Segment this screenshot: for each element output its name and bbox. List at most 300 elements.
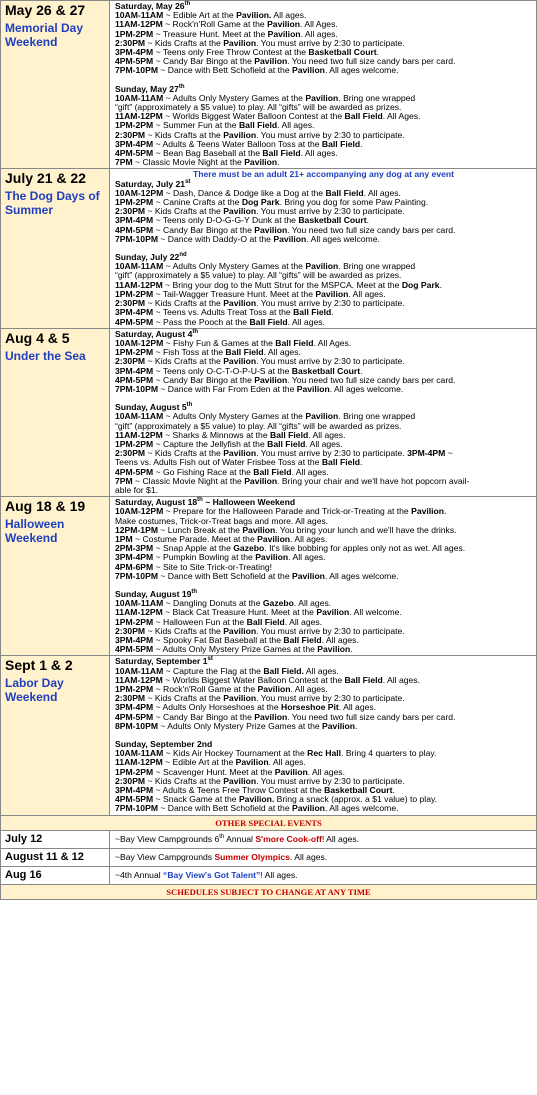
event-emphasis: Pavilion (223, 129, 257, 140)
event-line (115, 318, 532, 327)
event-emphasis: Basketball Court (324, 785, 393, 796)
event-emphasis: Ball Field (246, 616, 285, 627)
event-text: . You must arrive by 2:30 to participate. (256, 775, 405, 786)
event-line (115, 645, 532, 654)
event-emphasis: Ball Field (225, 347, 264, 358)
weekend-schedule-cell (110, 1, 537, 169)
day-heading-suffix: ~ Halloween Weekend (202, 497, 296, 508)
event-highlight: Summer Olympics (214, 851, 290, 862)
event-line (115, 722, 532, 731)
event-text: . All ages. (289, 851, 328, 862)
day-heading-ordinal: th (197, 497, 203, 504)
event-emphasis: Ball Field (344, 111, 383, 122)
event-text: ~ Classic Movie Night at the (132, 475, 245, 486)
event-emphasis: 4PM-5PM (115, 224, 154, 235)
event-text: . All ages. (290, 684, 328, 695)
event-text: ~ Candy Bar Bingo at the (153, 711, 255, 722)
event-emphasis: 7PM-10PM (115, 803, 158, 814)
event-text: . You need two full size candy bars per card. (287, 56, 456, 67)
other-events-band-row (1, 815, 537, 830)
event-text: . All ages. (268, 757, 306, 768)
event-emphasis: Pavilion (223, 298, 257, 309)
event-line (115, 804, 532, 813)
event-emphasis: 10AM-11AM (115, 261, 164, 272)
event-text: “gift” (approximately a $5 value) to play. All “gifts” will be awarded as prizes. (115, 420, 402, 431)
event-emphasis: Pavilion (305, 261, 339, 272)
event-text: ~ Treasure Hunt. Meet at the (153, 28, 268, 39)
event-emphasis: 4PM-5PM (115, 711, 154, 722)
event-text: . All ages. (307, 766, 345, 777)
event-text: . (331, 307, 334, 318)
weekend-date-range: July 21 & 22 (5, 170, 86, 187)
event-emphasis: 1PM-2PM (115, 766, 154, 777)
event-text: ~ Fish Toss at the (153, 347, 226, 358)
event-text: ~ Adults Only Mystery Prize Games at the (157, 720, 323, 731)
event-text: ~ Adults Only Mystery Games at the (163, 92, 306, 103)
event-text: . All ages. (363, 187, 401, 198)
special-event-date: August 11 & 12 (1, 848, 110, 866)
event-text: . All Ages. (382, 111, 421, 122)
event-text: Bring a snack (approx. a $1 value) to play. (274, 794, 438, 805)
event-text: Make costumes, Trick-or-Treat bags and more. All ages. (115, 515, 329, 526)
event-text: ~ Snack Game at the (153, 794, 239, 805)
event-text: ~ Kids Air Hockey Tournament at the (163, 748, 308, 759)
event-text: ~Bay View Campgrounds (115, 851, 215, 862)
event-text: ~ Costume Parade. Meet at the (132, 533, 258, 544)
event-text: . (360, 138, 363, 149)
special-event-description (110, 866, 537, 884)
event-emphasis: Pavilion (291, 65, 325, 76)
event-emphasis: 3PM-4PM (115, 365, 154, 376)
event-text: ~ Pumpkin Bowling at the (153, 552, 256, 563)
event-text: All ages. (271, 10, 307, 21)
other-events-title: OTHER SPECIAL EVENTS (1, 815, 537, 830)
event-text: ~ Dangling Donuts at the (163, 598, 263, 609)
footer-section (1, 884, 537, 899)
event-text: ~ Teens vs. Adults Treat Toss at the (153, 307, 294, 318)
event-emphasis: Pavilion (223, 625, 257, 636)
event-text: ~ Dance with Far From Eden at the (157, 383, 297, 394)
event-text: ~ Kids Crafts at the (145, 356, 224, 367)
event-text: “gift” (approximately a $5 value) to play. All “gifts” will be awarded as prizes. (115, 102, 402, 113)
event-emphasis: Pavilion (244, 475, 278, 486)
event-text: . You must arrive by 2:30 to participate. (256, 625, 405, 636)
event-text: ~ Tail-Wagger Treasure Hunt. Meet at the (153, 288, 316, 299)
event-highlight: S'more Cook-off (255, 833, 322, 844)
event-text: able for $1. (115, 484, 158, 495)
event-emphasis: Horseshoe Pit (281, 702, 339, 713)
day-heading-ordinal: st (185, 178, 191, 185)
event-text: ~ Adults & Teens Free Throw Contest at the (153, 785, 325, 796)
day-heading-text: Saturday, September 1 (115, 656, 208, 667)
event-emphasis: Pavilion (291, 803, 325, 814)
event-emphasis: 4PM-5PM (115, 374, 154, 385)
event-text: ~ Candy Bar Bingo at the (153, 374, 255, 385)
event-emphasis: 7PM-10PM (115, 233, 158, 244)
event-text: ~ Scavenger Hunt. Meet at the (153, 766, 275, 777)
event-text: ~ Worlds Biggest Water Balloon Contest at the (162, 111, 345, 122)
event-emphasis: Ball Field. (263, 665, 304, 676)
event-text: . All ages. (321, 635, 359, 645)
event-text: ~ Kids Crafts at the (145, 298, 224, 309)
event-emphasis: Ball Field (267, 438, 306, 449)
weekend-schedule-cell (110, 169, 537, 328)
event-emphasis: Dog Park (401, 279, 440, 290)
event-emphasis: Ball Field (321, 457, 361, 468)
weekend-theme-name: Labor Day Weekend (5, 676, 64, 705)
event-emphasis: Pavilion (322, 720, 355, 731)
event-text: ~ (445, 448, 453, 459)
weekend-notice: There must be an adult 21+ accompanying any dog at any event (193, 169, 454, 180)
event-text: ~ Adults Only Mystery Games at the (163, 411, 306, 422)
weekend-row (1, 1, 537, 169)
day-heading-text: Sunday, August 5 (115, 402, 187, 413)
event-emphasis: Pavilion (257, 533, 291, 544)
event-text: . All ages. (338, 702, 377, 713)
event-text: ~ Go Fishing Race at the (153, 466, 254, 477)
schedule-footer: SCHEDULES SUBJECT TO CHANGE AT ANY TIME (1, 884, 537, 899)
event-emphasis: 11AM-12PM (115, 279, 163, 290)
event-emphasis: 1PM-2PM (115, 438, 154, 449)
event-emphasis: Ball Field (344, 674, 383, 685)
event-emphasis: 10AM-11AM (115, 598, 164, 609)
event-line (115, 486, 532, 495)
event-emphasis: 2:30PM (115, 37, 146, 48)
event-text: ~4th Annual (115, 869, 164, 880)
event-emphasis: 7PM (115, 475, 133, 486)
event-emphasis: Pavilion (274, 766, 308, 777)
event-text: ~ Black Cat Treasure Hunt. Meet at the (162, 607, 317, 618)
event-emphasis: 10AM-12PM (115, 506, 164, 517)
day-heading-ordinal: th (192, 328, 199, 335)
event-text: ~ Classic Movie Night at the (132, 157, 245, 168)
day-heading-ordinal: st (207, 656, 213, 663)
weekend-row (1, 328, 537, 496)
event-emphasis: 1PM-2PM (115, 347, 154, 358)
event-emphasis: Ball Field (253, 466, 292, 477)
event-emphasis: Pavilion (317, 644, 351, 655)
event-text: . All ages. (348, 288, 386, 299)
event-text: ~ Capture the Flag at the (163, 665, 264, 676)
event-text: . All ages. (305, 438, 343, 449)
weekend-row (1, 497, 537, 656)
event-emphasis: Pavilion (267, 19, 301, 30)
event-emphasis: 4PM-5PM (115, 794, 154, 805)
event-emphasis: Basketball Court (291, 365, 361, 376)
event-text: . Bring 4 quarters to play. (341, 748, 437, 759)
event-text: . (376, 47, 380, 58)
event-text: “gift” (approximately a $5 value) to play. All “gifts” will be awarded as prizes. (115, 270, 402, 281)
weekend-label-cell (1, 1, 110, 169)
event-emphasis: Pavilion (235, 757, 269, 768)
special-event-date: Aug 16 (1, 866, 110, 884)
day-heading-ordinal: th (184, 1, 191, 8)
special-event-row (1, 848, 537, 866)
day-heading-text: Saturday, May 26 (115, 1, 185, 11)
event-emphasis: 4PM-5PM (115, 56, 154, 67)
special-event-date: July 12 (1, 830, 110, 848)
event-emphasis: Pavilion (315, 288, 349, 299)
event-text: . (360, 457, 363, 468)
event-emphasis: 3PM-4PM (115, 635, 154, 645)
event-emphasis: 1PM (115, 533, 133, 544)
event-text: . All Ages. (300, 19, 338, 30)
event-emphasis: 2:30PM (115, 298, 146, 309)
event-emphasis: 11AM-12PM (115, 607, 163, 618)
event-text: ~ Kids Crafts at the (145, 206, 224, 217)
event-text: . It's like bobbing for apples only not as wet. All ages. (264, 543, 466, 554)
event-emphasis: 12PM-1PM (115, 524, 158, 535)
event-emphasis: 2:30PM (115, 625, 146, 636)
event-line (115, 158, 532, 167)
event-text: ~ Canine Crafts at the (153, 197, 242, 208)
event-text: ~ Worlds Biggest Water Balloon Contest at the (162, 674, 345, 685)
day-heading-ordinal: th (178, 83, 185, 90)
event-text: ~ Rock'n'Roll Game at the (162, 19, 268, 30)
event-text: ~ Candy Bar Bingo at the (153, 224, 255, 235)
event-emphasis: Ball Field (238, 120, 278, 131)
event-text: . (350, 644, 353, 655)
event-emphasis: 3PM-4PM (115, 215, 154, 226)
event-text: ~ Adults & Teens Water Balloon Toss at the (153, 138, 322, 149)
event-text: . You must arrive by 2:30 to participate. (256, 129, 405, 140)
event-emphasis: Basketball Court (298, 215, 367, 226)
event-emphasis: 1PM-2PM (115, 120, 154, 131)
event-text: . All ages welcome. (306, 233, 380, 244)
weekend-label-cell (1, 656, 110, 815)
event-emphasis: 7PM-10PM (115, 383, 158, 394)
special-event-row (1, 866, 537, 884)
event-text: . You bring your lunch and we'll have the drinks. (275, 524, 457, 535)
event-emphasis: 3PM-4PM (407, 448, 446, 459)
event-emphasis: 11AM-12PM (115, 674, 163, 685)
event-emphasis: Gazebo (233, 543, 265, 554)
event-text: ~ Candy Bar Bingo at the (153, 56, 255, 67)
event-text: ~ Teens only D-O-G-G-Y Dunk at the (153, 215, 299, 226)
event-text: Annual (224, 833, 256, 844)
weekend-label-cell (1, 169, 110, 328)
event-emphasis: 4PM-6PM (115, 561, 154, 572)
weekend-date-range: Aug 18 & 19 (5, 498, 86, 515)
event-emphasis: 10AM-12PM (115, 337, 164, 348)
event-emphasis: 2:30PM (115, 693, 146, 704)
event-emphasis: 2:30PM (115, 356, 146, 367)
event-emphasis: Basketball Court (308, 47, 377, 58)
event-text: . All ages welcome. (329, 383, 404, 394)
event-text: . (355, 720, 358, 731)
event-emphasis: 2:30PM (115, 775, 146, 786)
event-emphasis: 3PM-4PM (115, 702, 154, 713)
day-heading-text: Sunday, May 27 (115, 83, 179, 94)
event-highlight: “Bay View's Got Talent” (163, 869, 261, 880)
event-text: . All Ages. (313, 337, 352, 348)
event-emphasis: 4PM-5PM (115, 148, 154, 159)
event-emphasis: Ball Field (249, 316, 288, 327)
weekend-date-range: May 26 & 27 (5, 2, 86, 18)
weekend-schedule-cell (110, 497, 537, 656)
event-text: All ages. (303, 665, 339, 676)
event-emphasis: Pavilion (244, 157, 278, 168)
event-text: . You must arrive by 2:30 to participate. (256, 693, 405, 704)
event-emphasis: 10AM-11AM (115, 411, 164, 422)
event-text: . (360, 365, 363, 376)
event-text: ~ Snap Apple at the (153, 543, 234, 554)
event-text: . You need two full size candy bars per card. (287, 224, 456, 235)
event-text: ~ Dash, Dance & Dodge like a Dog at the (163, 187, 326, 198)
event-emphasis: Pavilion. (236, 10, 272, 21)
event-emphasis: Pavilion (305, 92, 339, 103)
weekend-theme-name: Halloween Weekend (5, 517, 65, 546)
event-text: . All ages. (293, 598, 332, 609)
event-emphasis: Pavilion (257, 684, 291, 695)
event-emphasis: Rec Hall (307, 748, 342, 759)
event-text: . (277, 157, 280, 168)
event-line (115, 66, 532, 75)
event-emphasis: 2:30PM (115, 129, 146, 140)
event-text: . Bring one wrapped (338, 411, 416, 422)
event-text: Teens vs. Adults Fish out of Water Frisbee Toss at the (115, 457, 322, 468)
event-emphasis: 1PM-2PM (115, 197, 154, 208)
day-heading-text: Sunday, September 2nd (115, 739, 213, 750)
event-emphasis: 10AM-11AM (115, 748, 164, 759)
special-events-section (1, 815, 537, 884)
event-emphasis: 2PM-3PM (115, 543, 154, 554)
event-emphasis: Pavilion (296, 383, 330, 394)
event-emphasis: 11AM-12PM (115, 19, 163, 30)
event-text: ~ Capture the Jellyfish at the (153, 438, 268, 449)
event-emphasis: Ball Field (270, 429, 309, 440)
event-text: ~ Halloween Fun at the (153, 616, 247, 627)
day-heading-ordinal: th (191, 589, 198, 596)
event-text: . All ages. (308, 429, 346, 440)
event-emphasis: Pavilion (223, 693, 257, 704)
event-text: . (366, 215, 370, 226)
event-emphasis: 1PM-2PM (115, 288, 154, 299)
event-text: ~ Spooky Fat Bat Baseball at the (153, 635, 284, 645)
event-emphasis: Pavilion (223, 775, 257, 786)
weekend-row (1, 656, 537, 815)
event-emphasis: 1PM-2PM (115, 616, 154, 627)
event-emphasis: 3PM-4PM (115, 138, 154, 149)
event-text: . All ages. (284, 616, 323, 627)
event-emphasis: 2:30PM (115, 206, 146, 217)
event-emphasis: 3PM-4PM (115, 47, 154, 58)
event-text: . All ages. (382, 674, 420, 685)
event-text: . You need two full size candy bars per card. (287, 374, 456, 385)
event-emphasis: Pavilion (411, 506, 445, 517)
event-emphasis: Dog Park (241, 197, 280, 208)
ordinal-suffix: th (219, 833, 225, 840)
event-text: . All ages. (300, 28, 338, 39)
event-emphasis: Ball Field (262, 148, 301, 159)
event-emphasis: Pavilion (255, 552, 289, 563)
event-text: . All ages. (277, 120, 315, 131)
event-text: ~ Adults Only Mystery Games at the (163, 261, 306, 272)
event-text: ~ Teens only O-C-T-O-P-U-S at the (153, 365, 292, 376)
event-line (115, 572, 532, 581)
event-text: ~ Dance with Bett Schofield at the (157, 803, 292, 814)
event-emphasis: 10AM-11AM (115, 92, 164, 103)
event-emphasis: Pavilion (223, 356, 257, 367)
event-text: ~ Edible Art at the (162, 757, 236, 768)
event-text: ~ Kids Crafts at the (145, 37, 224, 48)
event-text: ~ Bring your dog to the Mutt Strut for the MSPCA. Meet at the (162, 279, 402, 290)
event-emphasis: 11AM-12PM (115, 111, 163, 122)
event-text: . All ages. (263, 347, 301, 358)
event-emphasis: Pavilion (316, 607, 350, 618)
event-text: ~ Adults Only Mystery Prize Games at the (153, 644, 318, 655)
event-emphasis: 1PM-2PM (115, 28, 154, 39)
event-text: . All ages welcome. (324, 570, 399, 581)
day-heading-text: Sunday, July 22 (115, 252, 180, 263)
event-emphasis: 10AM-12PM (115, 187, 164, 198)
event-line (115, 477, 532, 486)
event-emphasis: Ball Field (283, 635, 322, 645)
event-text: . All ages. (300, 148, 338, 159)
event-text: ~ Adults Only Horseshoes at the (153, 702, 281, 713)
event-emphasis: Pavilion (254, 374, 288, 385)
event-text: ~Bay View Campgrounds 6 (115, 833, 220, 844)
day-heading-text: Saturday, August 4 (115, 328, 193, 339)
event-emphasis: 10AM-11AM (115, 10, 164, 21)
event-text: . All ages. (290, 533, 328, 544)
event-text: . All ages welcome. (324, 803, 399, 814)
event-text: ~ Lunch Break at the (157, 524, 243, 535)
weekend-schedule-cell (110, 656, 537, 815)
event-emphasis: Pavilion (305, 411, 339, 422)
event-emphasis: 2:30PM (115, 448, 146, 459)
event-emphasis: Gazebo (262, 598, 294, 609)
weekend-label-cell (1, 328, 110, 496)
event-text: . You must arrive by 2:30 to participate. (256, 206, 405, 217)
event-text: ~ Summer Fun at the (153, 120, 239, 131)
event-text: ~ Pass the Pooch at the (153, 316, 250, 327)
event-text: . (392, 785, 395, 796)
event-emphasis: 11AM-12PM (115, 757, 163, 768)
event-emphasis: 10AM-11AM (115, 665, 164, 676)
event-line (115, 385, 532, 394)
event-text: . Bring you dog for some Paw Painting. (279, 197, 429, 208)
event-text: ~ Dance with Daddy-O at the (157, 233, 274, 244)
special-event-row (1, 830, 537, 848)
event-emphasis: 3PM-4PM (115, 552, 154, 563)
event-text: . All ages welcome. (324, 65, 399, 76)
weekend-date-range: Sept 1 & 2 (5, 657, 73, 674)
event-emphasis: Pavilion (291, 570, 325, 581)
day-heading-ordinal: nd (179, 252, 187, 259)
event-emphasis: Ball Field (293, 307, 332, 318)
event-emphasis: 7PM (115, 157, 133, 168)
event-text: ~ Prepare for the Halloween Parade and Trick-or-Treating at the (163, 506, 412, 517)
event-emphasis: 1PM-2PM (115, 684, 154, 695)
special-event-description (110, 830, 537, 848)
event-text: . You must arrive by 2:30 to participate. (256, 298, 405, 309)
event-emphasis: 4PM-5PM (115, 466, 154, 477)
event-emphasis: 8PM-10PM (115, 720, 158, 731)
special-event-description (110, 848, 537, 866)
event-text: . You must arrive by 2:30 to participate. (256, 448, 408, 459)
day-heading-ordinal: th (186, 402, 193, 409)
event-emphasis: 4PM-5PM (115, 644, 154, 655)
event-text: ~ Sharks & Minnows at the (162, 429, 270, 440)
event-text: . Bring your chair and we'll have hot popcorn avail- (277, 475, 470, 486)
event-text: ~ Kids Crafts at the (145, 775, 224, 786)
event-text: . You must arrive by 2:30 to participate. (256, 356, 405, 367)
event-text: ! All ages. (260, 869, 298, 880)
event-text: ~ Dance with Bett Schofield at the (157, 570, 292, 581)
event-text: ~ Edible Art at the (163, 10, 237, 21)
event-emphasis: Pavilion (254, 711, 288, 722)
